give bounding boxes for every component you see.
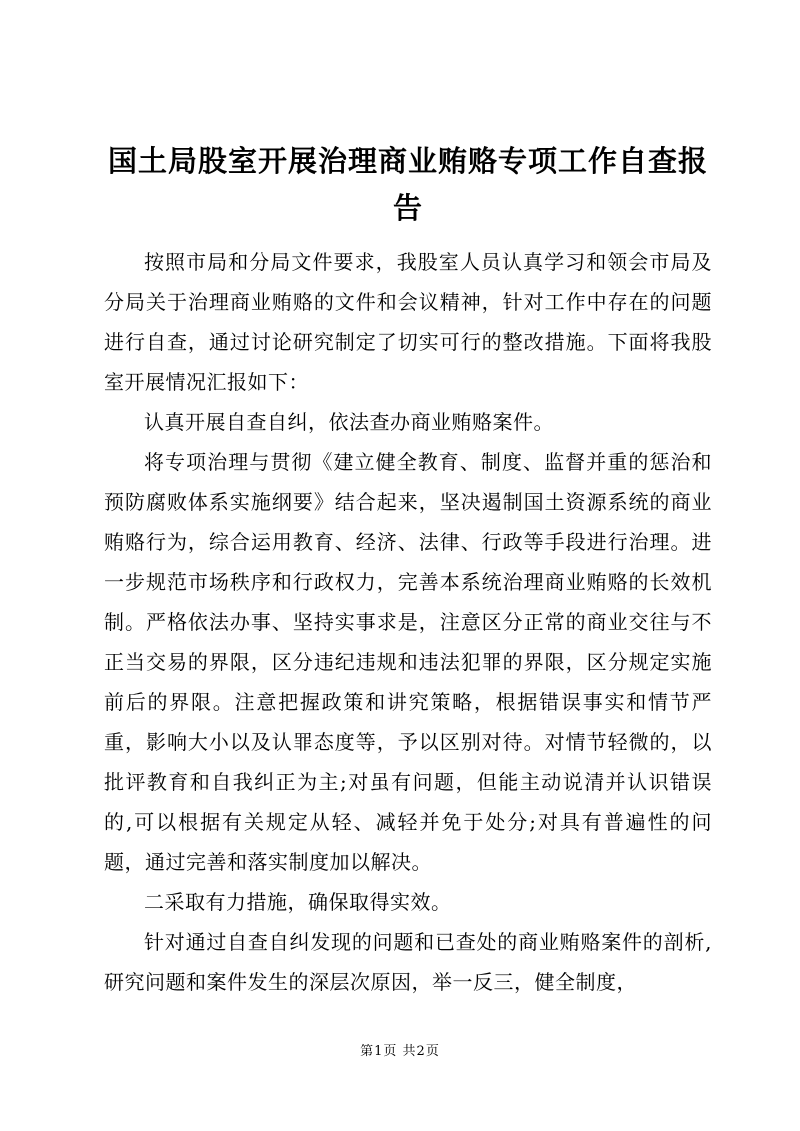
page-title: 国土局股室开展治理商业贿赂专项工作自查报告 [107, 144, 708, 225]
paragraph: 认真开展自查自纠，依法查办商业贿赂案件。 [144, 410, 554, 434]
paragraph: 按照市局和分局文件要求，我股室人员认真学习和领会市局及分局关于治理商业贿赂的文件和会议精神，针对工作中存在的问题进行自查，通过讨论研究制定了切实可行的整改措施。下面将我股室开展情况汇报如下： [104, 250, 712, 394]
paragraph: 二采取有力措施，确保取得实效。 [144, 890, 452, 914]
document-body [104, 242, 712, 1002]
paragraph: 将专项治理与贯彻《建立健全教育、制度、监督并重的惩治和预防腐败体系实施纲要》结合起来，坚决遏制国土资源系统的商业贿赂行为，综合运用教育、经济、法律、行政等手段进行治理。进一步规范市场秩序和行政权力，完善本系统治理商业贿赂的长效机制。严格依法办事、坚持实事求是，注意区分正常的商业交往与不正当交易的界限，区分违纪违规和违法犯罪的界限，区分规定实施前后的界限。注意把握政策和讲究策略，根据错误事实和情节严重，影响大小以及认罪态度等，予以区别对待。对情节轻微的，以批评教育和自我纠正为主;对虽有问题，但能主动说清并认识错误的,可以根据有关规定从轻、减轻并免于处分;对具有普遍性的问题，通过完善和落实制度加以解决。 [104, 450, 712, 874]
page-number: 第1页 共2页 [360, 1044, 440, 1059]
paragraph: 针对通过自查自纠发现的问题和已查处的商业贿赂案件的剖析,研究问题和案件发生的深层次原因，举一反三，健全制度， [104, 930, 712, 994]
